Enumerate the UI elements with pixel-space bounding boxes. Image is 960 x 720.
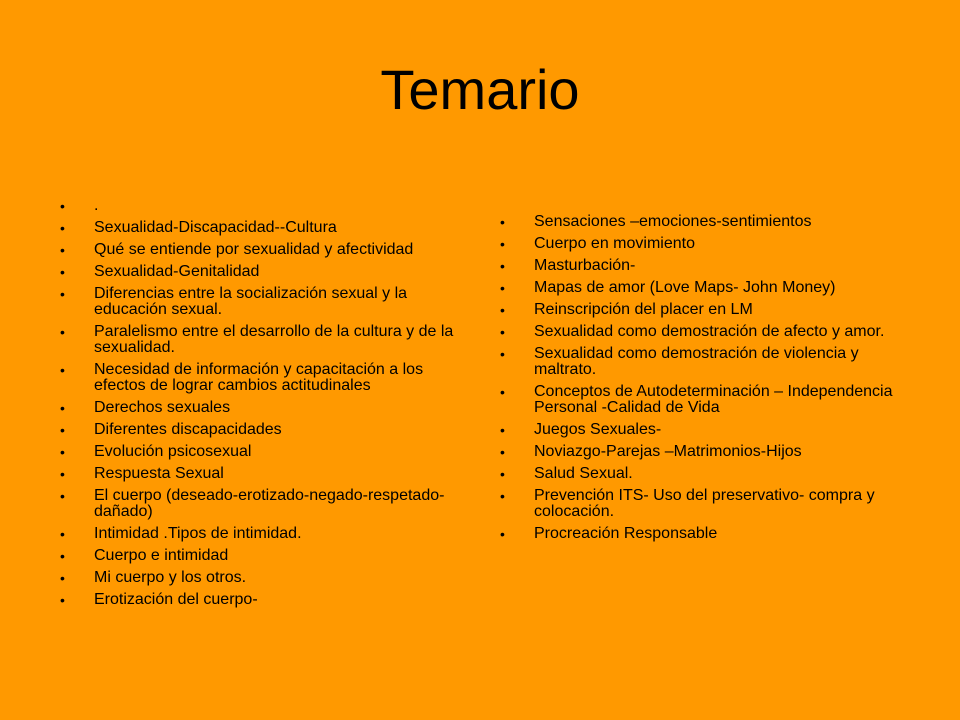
topic-text: Prevención ITS- Uso del preservativo- compra y colocación. bbox=[534, 487, 875, 520]
topic-item bbox=[60, 400, 470, 416]
topic-text: . bbox=[94, 197, 99, 214]
topic-text: Noviazgo-Parejas –Matrimonios-Hijos bbox=[534, 443, 802, 460]
topic-text: Evolución psicosexual bbox=[94, 443, 252, 460]
topic-item bbox=[60, 570, 470, 586]
topic-text: Sensaciones –emociones-sentimientos bbox=[534, 213, 812, 230]
slide-title: Temario bbox=[380, 58, 580, 121]
topic-item bbox=[500, 526, 910, 542]
topic-text: Diferentes discapacidades bbox=[94, 421, 282, 438]
topic-item bbox=[500, 444, 910, 460]
topic-text: Mi cuerpo y los otros. bbox=[94, 569, 247, 586]
bullet-icon: • bbox=[500, 346, 505, 362]
topic-text: Qué se entiende por sexualidad y afectividad bbox=[94, 241, 414, 258]
topic-item bbox=[500, 422, 910, 438]
topic-item bbox=[60, 264, 470, 280]
bullet-icon: • bbox=[60, 242, 65, 258]
bullet-icon: • bbox=[60, 548, 65, 564]
topic-item bbox=[60, 466, 470, 482]
topic-text: El cuerpo (deseado-erotizado-negado-respetado-dañado) bbox=[94, 487, 445, 520]
topic-item bbox=[500, 258, 910, 274]
topic-item bbox=[60, 592, 470, 608]
bullet-icon: • bbox=[500, 422, 505, 438]
topic-item bbox=[500, 214, 910, 230]
left-topic-list bbox=[60, 198, 470, 614]
topic-item bbox=[60, 286, 470, 318]
topic-text: Procreación Responsable bbox=[534, 525, 718, 542]
topic-item bbox=[60, 242, 470, 258]
topic-text: Necesidad de información y capacitación a los efectos de lograr cambios actitudinales bbox=[94, 361, 424, 394]
bullet-icon: • bbox=[60, 324, 65, 340]
bullet-icon: • bbox=[60, 264, 65, 280]
topic-text: Salud Sexual. bbox=[534, 465, 633, 482]
topic-text: Sexualidad como demostración de violencia y maltrato. bbox=[534, 345, 859, 378]
bullet-icon: • bbox=[500, 258, 505, 274]
topic-item bbox=[500, 466, 910, 482]
topic-item bbox=[60, 362, 470, 394]
topic-item bbox=[500, 384, 910, 416]
topic-item bbox=[500, 324, 910, 340]
topic-text: Cuerpo en movimiento bbox=[534, 235, 695, 252]
bullet-icon: • bbox=[60, 220, 65, 236]
topic-item bbox=[60, 488, 470, 520]
topic-text: Sexualidad-Genitalidad bbox=[94, 263, 260, 280]
topic-item bbox=[500, 280, 910, 296]
bullet-icon: • bbox=[500, 488, 505, 504]
bullet-icon: • bbox=[60, 526, 65, 542]
topic-text: Mapas de amor (Love Maps- John Money) bbox=[534, 279, 836, 296]
topic-text: Erotización del cuerpo- bbox=[94, 591, 258, 608]
topic-text: Respuesta Sexual bbox=[94, 465, 224, 482]
topic-item bbox=[500, 236, 910, 252]
bullet-icon: • bbox=[500, 236, 505, 252]
topic-text: Derechos sexuales bbox=[94, 399, 231, 416]
topic-item bbox=[60, 220, 470, 236]
topic-item bbox=[60, 422, 470, 438]
topic-text: Reinscripción del placer en LM bbox=[534, 301, 753, 318]
topic-item bbox=[60, 548, 470, 564]
bullet-icon: • bbox=[60, 286, 65, 302]
topic-text: Intimidad .Tipos de intimidad. bbox=[94, 525, 302, 542]
bullet-icon: • bbox=[500, 466, 505, 482]
bullet-icon: • bbox=[60, 400, 65, 416]
topic-text: Sexualidad como demostración de afecto y amor. bbox=[534, 323, 885, 340]
right-topic-list bbox=[500, 214, 910, 548]
topic-text: Masturbación- bbox=[534, 257, 636, 274]
topic-item bbox=[500, 346, 910, 378]
bullet-icon: • bbox=[60, 488, 65, 504]
topic-item bbox=[60, 324, 470, 356]
bullet-icon: • bbox=[60, 362, 65, 378]
bullet-icon: • bbox=[500, 384, 505, 400]
bullet-icon: • bbox=[500, 444, 505, 460]
topic-text: Conceptos de Autodeterminación – Independencia Personal -Calidad de Vida bbox=[534, 383, 893, 416]
bullet-icon: • bbox=[500, 214, 505, 230]
topic-item bbox=[60, 526, 470, 542]
topic-text: Juegos Sexuales- bbox=[534, 421, 662, 438]
bullet-icon: • bbox=[500, 280, 505, 296]
bullet-icon: • bbox=[60, 444, 65, 460]
bullet-icon: • bbox=[500, 526, 505, 542]
bullet-icon: • bbox=[500, 324, 505, 340]
bullet-icon: • bbox=[60, 570, 65, 586]
topic-item bbox=[60, 198, 470, 214]
topic-text: Sexualidad-Discapacidad--Cultura bbox=[94, 219, 337, 236]
topic-item bbox=[500, 302, 910, 318]
bullet-icon: • bbox=[60, 422, 65, 438]
bullet-icon: • bbox=[500, 302, 505, 318]
topic-text: Cuerpo e intimidad bbox=[94, 547, 229, 564]
topic-item bbox=[60, 444, 470, 460]
bullet-icon: • bbox=[60, 198, 65, 214]
bullet-icon: • bbox=[60, 592, 65, 608]
topic-item bbox=[500, 488, 910, 520]
topic-text: Paralelismo entre el desarrollo de la cultura y de la sexualidad. bbox=[94, 323, 454, 356]
bullet-icon: • bbox=[60, 466, 65, 482]
topic-text: Diferencias entre la socialización sexual y la educación sexual. bbox=[94, 285, 408, 318]
